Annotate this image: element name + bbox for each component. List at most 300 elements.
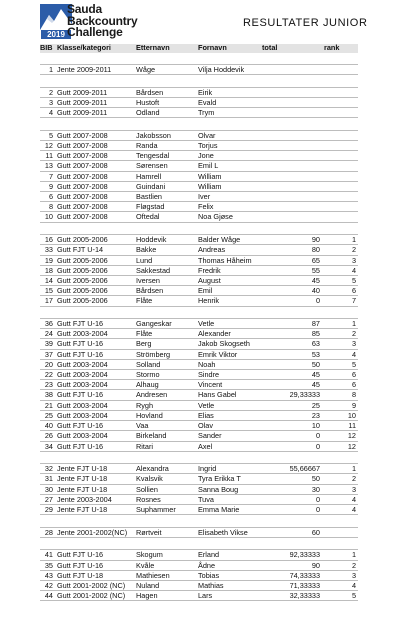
event-logo [40, 4, 170, 38]
spacer-cell [135, 53, 197, 65]
etternavn-cell: Birkeland [135, 431, 197, 441]
fornavn-cell: Elisabeth Vikse [197, 527, 261, 537]
table-row [40, 286, 358, 296]
total-cell: 32,33333 [261, 591, 323, 601]
table-row [40, 141, 358, 151]
total-cell: 90 [261, 560, 323, 570]
fornavn-cell: Elias [197, 410, 261, 420]
spacer-cell [56, 222, 135, 235]
rank-cell: 4 [323, 494, 358, 504]
table-row [40, 202, 358, 212]
rank-cell [323, 171, 358, 181]
etternavn-cell: Oftedal [135, 212, 197, 222]
fornavn-cell: Emrik Viktor [197, 349, 261, 359]
total-cell: 0 [261, 431, 323, 441]
fornavn-cell: Vetle [197, 319, 261, 329]
spacer-cell [40, 451, 56, 464]
rank-cell: 5 [323, 275, 358, 285]
header-total: total [261, 44, 323, 53]
etternavn-cell: Mathiesen [135, 570, 197, 580]
fornavn-cell: Torjus [197, 141, 261, 151]
rank-cell: 6 [323, 370, 358, 380]
rank-cell: 3 [323, 255, 358, 265]
klasse-cell: Gutt 2009-2011 [56, 97, 135, 107]
rank-cell [323, 161, 358, 171]
table-row [40, 474, 358, 484]
rank-cell: 7 [323, 296, 358, 306]
rank-cell [323, 192, 358, 202]
total-cell: 71,33333 [261, 581, 323, 591]
bib-cell: 5 [40, 130, 56, 140]
klasse-cell: Gutt 2003-2004 [56, 359, 135, 369]
klasse-cell: Gutt FJT U-16 [56, 560, 135, 570]
etternavn-cell: Skogum [135, 550, 197, 560]
total-cell [261, 181, 323, 191]
bib-cell: 28 [40, 527, 56, 537]
rank-cell: 4 [323, 505, 358, 515]
bib-cell: 16 [40, 235, 56, 245]
klasse-cell: Gutt 2007-2008 [56, 202, 135, 212]
etternavn-cell: Gangeskar [135, 319, 197, 329]
spacer-cell [56, 118, 135, 131]
fornavn-cell: Henrik [197, 296, 261, 306]
klasse-cell: Gutt 2003-2004 [56, 410, 135, 420]
etternavn-cell: Hoddevik [135, 235, 197, 245]
bib-cell: 40 [40, 421, 56, 431]
spacer-cell [135, 451, 197, 464]
klasse-cell: Gutt FJT U-16 [56, 319, 135, 329]
table-row [40, 319, 358, 329]
total-cell: 87 [261, 319, 323, 329]
table-row [40, 181, 358, 191]
klasse-cell: Jente 2003-2004 [56, 494, 135, 504]
klasse-cell: Gutt FJT U-16 [56, 421, 135, 431]
total-cell [261, 171, 323, 181]
bib-cell: 29 [40, 505, 56, 515]
etternavn-cell: Bastlien [135, 192, 197, 202]
spacer-cell [40, 118, 56, 131]
etternavn-cell: Berg [135, 339, 197, 349]
klasse-cell: Gutt 2005-2006 [56, 235, 135, 245]
klasse-cell: Gutt 2007-2008 [56, 161, 135, 171]
etternavn-cell: Rosnes [135, 494, 197, 504]
header-etternavn: Etternavn [135, 44, 197, 53]
klasse-cell: Jente FJT U-18 [56, 484, 135, 494]
etternavn-cell: Fløgstad [135, 202, 197, 212]
total-cell [261, 161, 323, 171]
spacer-cell [197, 515, 261, 528]
fornavn-cell: Axel [197, 441, 261, 451]
klasse-cell: Jente FJT U-18 [56, 464, 135, 474]
total-cell: 10 [261, 421, 323, 431]
bib-cell: 42 [40, 581, 56, 591]
table-row [40, 65, 358, 75]
fornavn-cell: Tuva [197, 494, 261, 504]
fornavn-cell: Olav [197, 421, 261, 431]
table-row [40, 245, 358, 255]
rank-cell: 11 [323, 421, 358, 431]
bib-cell: 22 [40, 370, 56, 380]
klasse-cell: Gutt 2005-2006 [56, 296, 135, 306]
bib-cell: 34 [40, 441, 56, 451]
spacer-cell [56, 537, 135, 550]
etternavn-cell: Rygh [135, 400, 197, 410]
total-cell: 45 [261, 380, 323, 390]
fornavn-cell: Mathias [197, 581, 261, 591]
spacer-cell [197, 53, 261, 65]
rank-cell [323, 527, 358, 537]
total-cell: 80 [261, 245, 323, 255]
total-cell: 74,33333 [261, 570, 323, 580]
logo-line-1: Sauda [67, 2, 103, 16]
fornavn-cell: Jakob Skogseth [197, 339, 261, 349]
group-spacer-row [40, 53, 358, 65]
table-row [40, 349, 358, 359]
fornavn-cell: Noah [197, 359, 261, 369]
spacer-cell [197, 222, 261, 235]
bib-cell: 26 [40, 431, 56, 441]
rank-cell: 4 [323, 265, 358, 275]
spacer-cell [323, 451, 358, 464]
etternavn-cell: Kvåle [135, 560, 197, 570]
spacer-cell [56, 515, 135, 528]
spacer-cell [135, 537, 197, 550]
rank-cell: 2 [323, 329, 358, 339]
klasse-cell: Gutt 2007-2008 [56, 171, 135, 181]
fornavn-cell: Vincent [197, 380, 261, 390]
fornavn-cell: Tobias [197, 570, 261, 580]
bib-cell: 4 [40, 108, 56, 118]
fornavn-cell: Sindre [197, 370, 261, 380]
klasse-cell: Gutt 2007-2008 [56, 130, 135, 140]
etternavn-cell: Jakobsson [135, 130, 197, 140]
fornavn-cell: Emil [197, 286, 261, 296]
table-row [40, 130, 358, 140]
rank-cell [323, 141, 358, 151]
header-fornavn: Fornavn [197, 44, 261, 53]
fornavn-cell: William [197, 171, 261, 181]
klasse-cell: Gutt 2003-2004 [56, 370, 135, 380]
bib-cell: 1 [40, 65, 56, 75]
table-row [40, 550, 358, 560]
logo-line-2: Backcountry [67, 13, 138, 28]
total-cell [261, 202, 323, 212]
bib-cell: 38 [40, 390, 56, 400]
rank-cell: 8 [323, 390, 358, 400]
table-row [40, 296, 358, 306]
table-row [40, 400, 358, 410]
total-cell: 25 [261, 400, 323, 410]
bib-cell: 18 [40, 265, 56, 275]
etternavn-cell: Flåte [135, 329, 197, 339]
fornavn-cell: Iver [197, 192, 261, 202]
total-cell: 0 [261, 505, 323, 515]
table-row [40, 275, 358, 285]
spacer-cell [40, 222, 56, 235]
etternavn-cell: Hagen [135, 591, 197, 601]
table-row [40, 192, 358, 202]
etternavn-cell: Rørtveit [135, 527, 197, 537]
fornavn-cell: Emma Marie [197, 505, 261, 515]
etternavn-cell: Strömberg [135, 349, 197, 359]
table-row [40, 591, 358, 601]
klasse-cell: Gutt 2007-2008 [56, 181, 135, 191]
bib-cell: 31 [40, 474, 56, 484]
total-cell: 65 [261, 255, 323, 265]
rank-cell [323, 181, 358, 191]
table-row [40, 484, 358, 494]
table-row [40, 570, 358, 580]
table-row [40, 151, 358, 161]
spacer-cell [197, 118, 261, 131]
rank-cell [323, 151, 358, 161]
klasse-cell: Gutt 2003-2004 [56, 380, 135, 390]
spacer-cell [261, 515, 323, 528]
bib-cell: 32 [40, 464, 56, 474]
total-cell: 53 [261, 349, 323, 359]
bib-cell: 44 [40, 591, 56, 601]
spacer-cell [197, 306, 261, 319]
bib-cell: 21 [40, 400, 56, 410]
spacer-cell [135, 515, 197, 528]
klasse-cell: Gutt 2001-2002 (NC) [56, 591, 135, 601]
bib-cell: 35 [40, 560, 56, 570]
klasse-cell: Gutt 2007-2008 [56, 212, 135, 222]
total-cell: 85 [261, 329, 323, 339]
fornavn-cell: Lars [197, 591, 261, 601]
rank-cell [323, 87, 358, 97]
fornavn-cell: Felix [197, 202, 261, 212]
table-row [40, 370, 358, 380]
klasse-cell: Gutt 2005-2006 [56, 255, 135, 265]
spacer-cell [40, 53, 56, 65]
bib-cell: 23 [40, 380, 56, 390]
bib-cell: 30 [40, 484, 56, 494]
bib-cell: 41 [40, 550, 56, 560]
klasse-cell: Gutt 2003-2004 [56, 431, 135, 441]
total-cell: 30 [261, 484, 323, 494]
rank-cell [323, 130, 358, 140]
klasse-cell: Gutt FJT U-16 [56, 339, 135, 349]
spacer-cell [56, 75, 135, 88]
fornavn-cell: Sanna Boug [197, 484, 261, 494]
rank-cell: 2 [323, 560, 358, 570]
klasse-cell: Gutt 2007-2008 [56, 151, 135, 161]
total-cell [261, 212, 323, 222]
etternavn-cell: Kvalsvik [135, 474, 197, 484]
group-spacer-row [40, 451, 358, 464]
rank-cell: 4 [323, 581, 358, 591]
fornavn-cell: Vilja Hoddevik [197, 65, 261, 75]
fornavn-cell: Olvar [197, 130, 261, 140]
fornavn-cell: Ådne [197, 560, 261, 570]
total-cell [261, 65, 323, 75]
fornavn-cell: Sander [197, 431, 261, 441]
klasse-cell: Gutt 2003-2004 [56, 329, 135, 339]
total-cell: 40 [261, 286, 323, 296]
total-cell: 45 [261, 275, 323, 285]
spacer-cell [197, 451, 261, 464]
total-cell: 50 [261, 359, 323, 369]
etternavn-cell: Wåge [135, 65, 197, 75]
table-row [40, 380, 358, 390]
etternavn-cell: Andresen [135, 390, 197, 400]
rank-cell: 6 [323, 380, 358, 390]
rank-cell: 2 [323, 474, 358, 484]
total-cell: 0 [261, 494, 323, 504]
bib-cell: 6 [40, 192, 56, 202]
spacer-cell [135, 118, 197, 131]
table-row [40, 441, 358, 451]
klasse-cell: Gutt FJT U-16 [56, 349, 135, 359]
header-rank: rank [323, 44, 358, 53]
etternavn-cell: Guindani [135, 181, 197, 191]
rank-cell: 1 [323, 319, 358, 329]
spacer-cell [261, 118, 323, 131]
group-spacer-row [40, 118, 358, 131]
table-row [40, 494, 358, 504]
spacer-cell [56, 451, 135, 464]
table-row [40, 527, 358, 537]
total-cell [261, 192, 323, 202]
table-row [40, 108, 358, 118]
etternavn-cell: Iversen [135, 275, 197, 285]
table-row [40, 235, 358, 245]
fornavn-cell: Erland [197, 550, 261, 560]
fornavn-cell: William [197, 181, 261, 191]
bib-cell: 11 [40, 151, 56, 161]
spacer-cell [197, 75, 261, 88]
spacer-cell [261, 306, 323, 319]
etternavn-cell: Bårdsen [135, 286, 197, 296]
rank-cell: 2 [323, 245, 358, 255]
spacer-cell [40, 537, 56, 550]
klasse-cell: Gutt 2009-2011 [56, 87, 135, 97]
klasse-cell: Gutt FJT U-16 [56, 550, 135, 560]
rank-cell: 4 [323, 349, 358, 359]
bib-cell: 8 [40, 202, 56, 212]
rank-cell: 3 [323, 484, 358, 494]
header-klasse: Klasse/kategori [56, 44, 135, 53]
klasse-cell: Gutt FJT U-16 [56, 390, 135, 400]
total-cell: 55 [261, 265, 323, 275]
spacer-cell [323, 306, 358, 319]
fornavn-cell: Hans Gabel [197, 390, 261, 400]
klasse-cell: Gutt 2001-2002 (NC) [56, 581, 135, 591]
spacer-cell [261, 75, 323, 88]
total-cell: 0 [261, 296, 323, 306]
klasse-cell: Gutt FJT U-16 [56, 441, 135, 451]
spacer-cell [323, 222, 358, 235]
bib-cell: 19 [40, 255, 56, 265]
etternavn-cell: Flåte [135, 296, 197, 306]
table-row [40, 421, 358, 431]
etternavn-cell: Alexandra [135, 464, 197, 474]
fornavn-cell: Trym [197, 108, 261, 118]
fornavn-cell: Fredrik [197, 265, 261, 275]
bib-cell: 37 [40, 349, 56, 359]
fornavn-cell: Thomas Håheim [197, 255, 261, 265]
etternavn-cell: Sakkestad [135, 265, 197, 275]
bib-cell: 33 [40, 245, 56, 255]
rank-cell: 1 [323, 464, 358, 474]
table-row [40, 265, 358, 275]
rank-cell: 10 [323, 410, 358, 420]
rank-cell: 1 [323, 550, 358, 560]
spacer-cell [323, 118, 358, 131]
fornavn-cell: Tyra Erikka T [197, 474, 261, 484]
total-cell [261, 141, 323, 151]
table-row [40, 171, 358, 181]
total-cell: 50 [261, 474, 323, 484]
table-row [40, 464, 358, 474]
etternavn-cell: Sørensen [135, 161, 197, 171]
results-body [40, 53, 358, 601]
bib-cell: 14 [40, 275, 56, 285]
rank-cell: 5 [323, 591, 358, 601]
etternavn-cell: Bakke [135, 245, 197, 255]
bib-cell: 27 [40, 494, 56, 504]
etternavn-cell: Nuland [135, 581, 197, 591]
fornavn-cell: Evald [197, 97, 261, 107]
group-spacer-row [40, 537, 358, 550]
total-cell: 92,33333 [261, 550, 323, 560]
total-cell: 90 [261, 235, 323, 245]
rank-cell [323, 97, 358, 107]
table-header-row [40, 44, 358, 53]
total-cell [261, 108, 323, 118]
total-cell [261, 87, 323, 97]
total-cell: 63 [261, 339, 323, 349]
spacer-cell [323, 75, 358, 88]
klasse-cell: Gutt FJT U-18 [56, 570, 135, 580]
bib-cell: 7 [40, 171, 56, 181]
rank-cell [323, 202, 358, 212]
table-row [40, 339, 358, 349]
fornavn-cell: Eirik [197, 87, 261, 97]
klasse-cell: Jente FJT U-18 [56, 474, 135, 484]
spacer-cell [261, 222, 323, 235]
bib-cell: 24 [40, 329, 56, 339]
etternavn-cell: Randa [135, 141, 197, 151]
spacer-cell [135, 222, 197, 235]
klasse-cell: Jente 2001-2002(NC) [56, 527, 135, 537]
etternavn-cell: Ritari [135, 441, 197, 451]
etternavn-cell: Lund [135, 255, 197, 265]
fornavn-cell: Vetle [197, 400, 261, 410]
results-table [40, 44, 358, 601]
klasse-cell: Jente FJT U-18 [56, 505, 135, 515]
klasse-cell: Gutt 2003-2004 [56, 400, 135, 410]
rank-cell: 5 [323, 359, 358, 369]
rank-cell: 12 [323, 441, 358, 451]
etternavn-cell: Alhaug [135, 380, 197, 390]
etternavn-cell: Hamrell [135, 171, 197, 181]
table-row [40, 390, 358, 400]
group-spacer-row [40, 515, 358, 528]
logo-text [67, 4, 138, 39]
bib-cell: 10 [40, 212, 56, 222]
rank-cell: 9 [323, 400, 358, 410]
rank-cell: 3 [323, 570, 358, 580]
table-row [40, 255, 358, 265]
fornavn-cell: Jone [197, 151, 261, 161]
klasse-cell: Gutt 2007-2008 [56, 141, 135, 151]
spacer-cell [197, 537, 261, 550]
rank-cell: 1 [323, 235, 358, 245]
klasse-cell: Gutt FJT U-14 [56, 245, 135, 255]
klasse-cell: Gutt 2009-2011 [56, 108, 135, 118]
